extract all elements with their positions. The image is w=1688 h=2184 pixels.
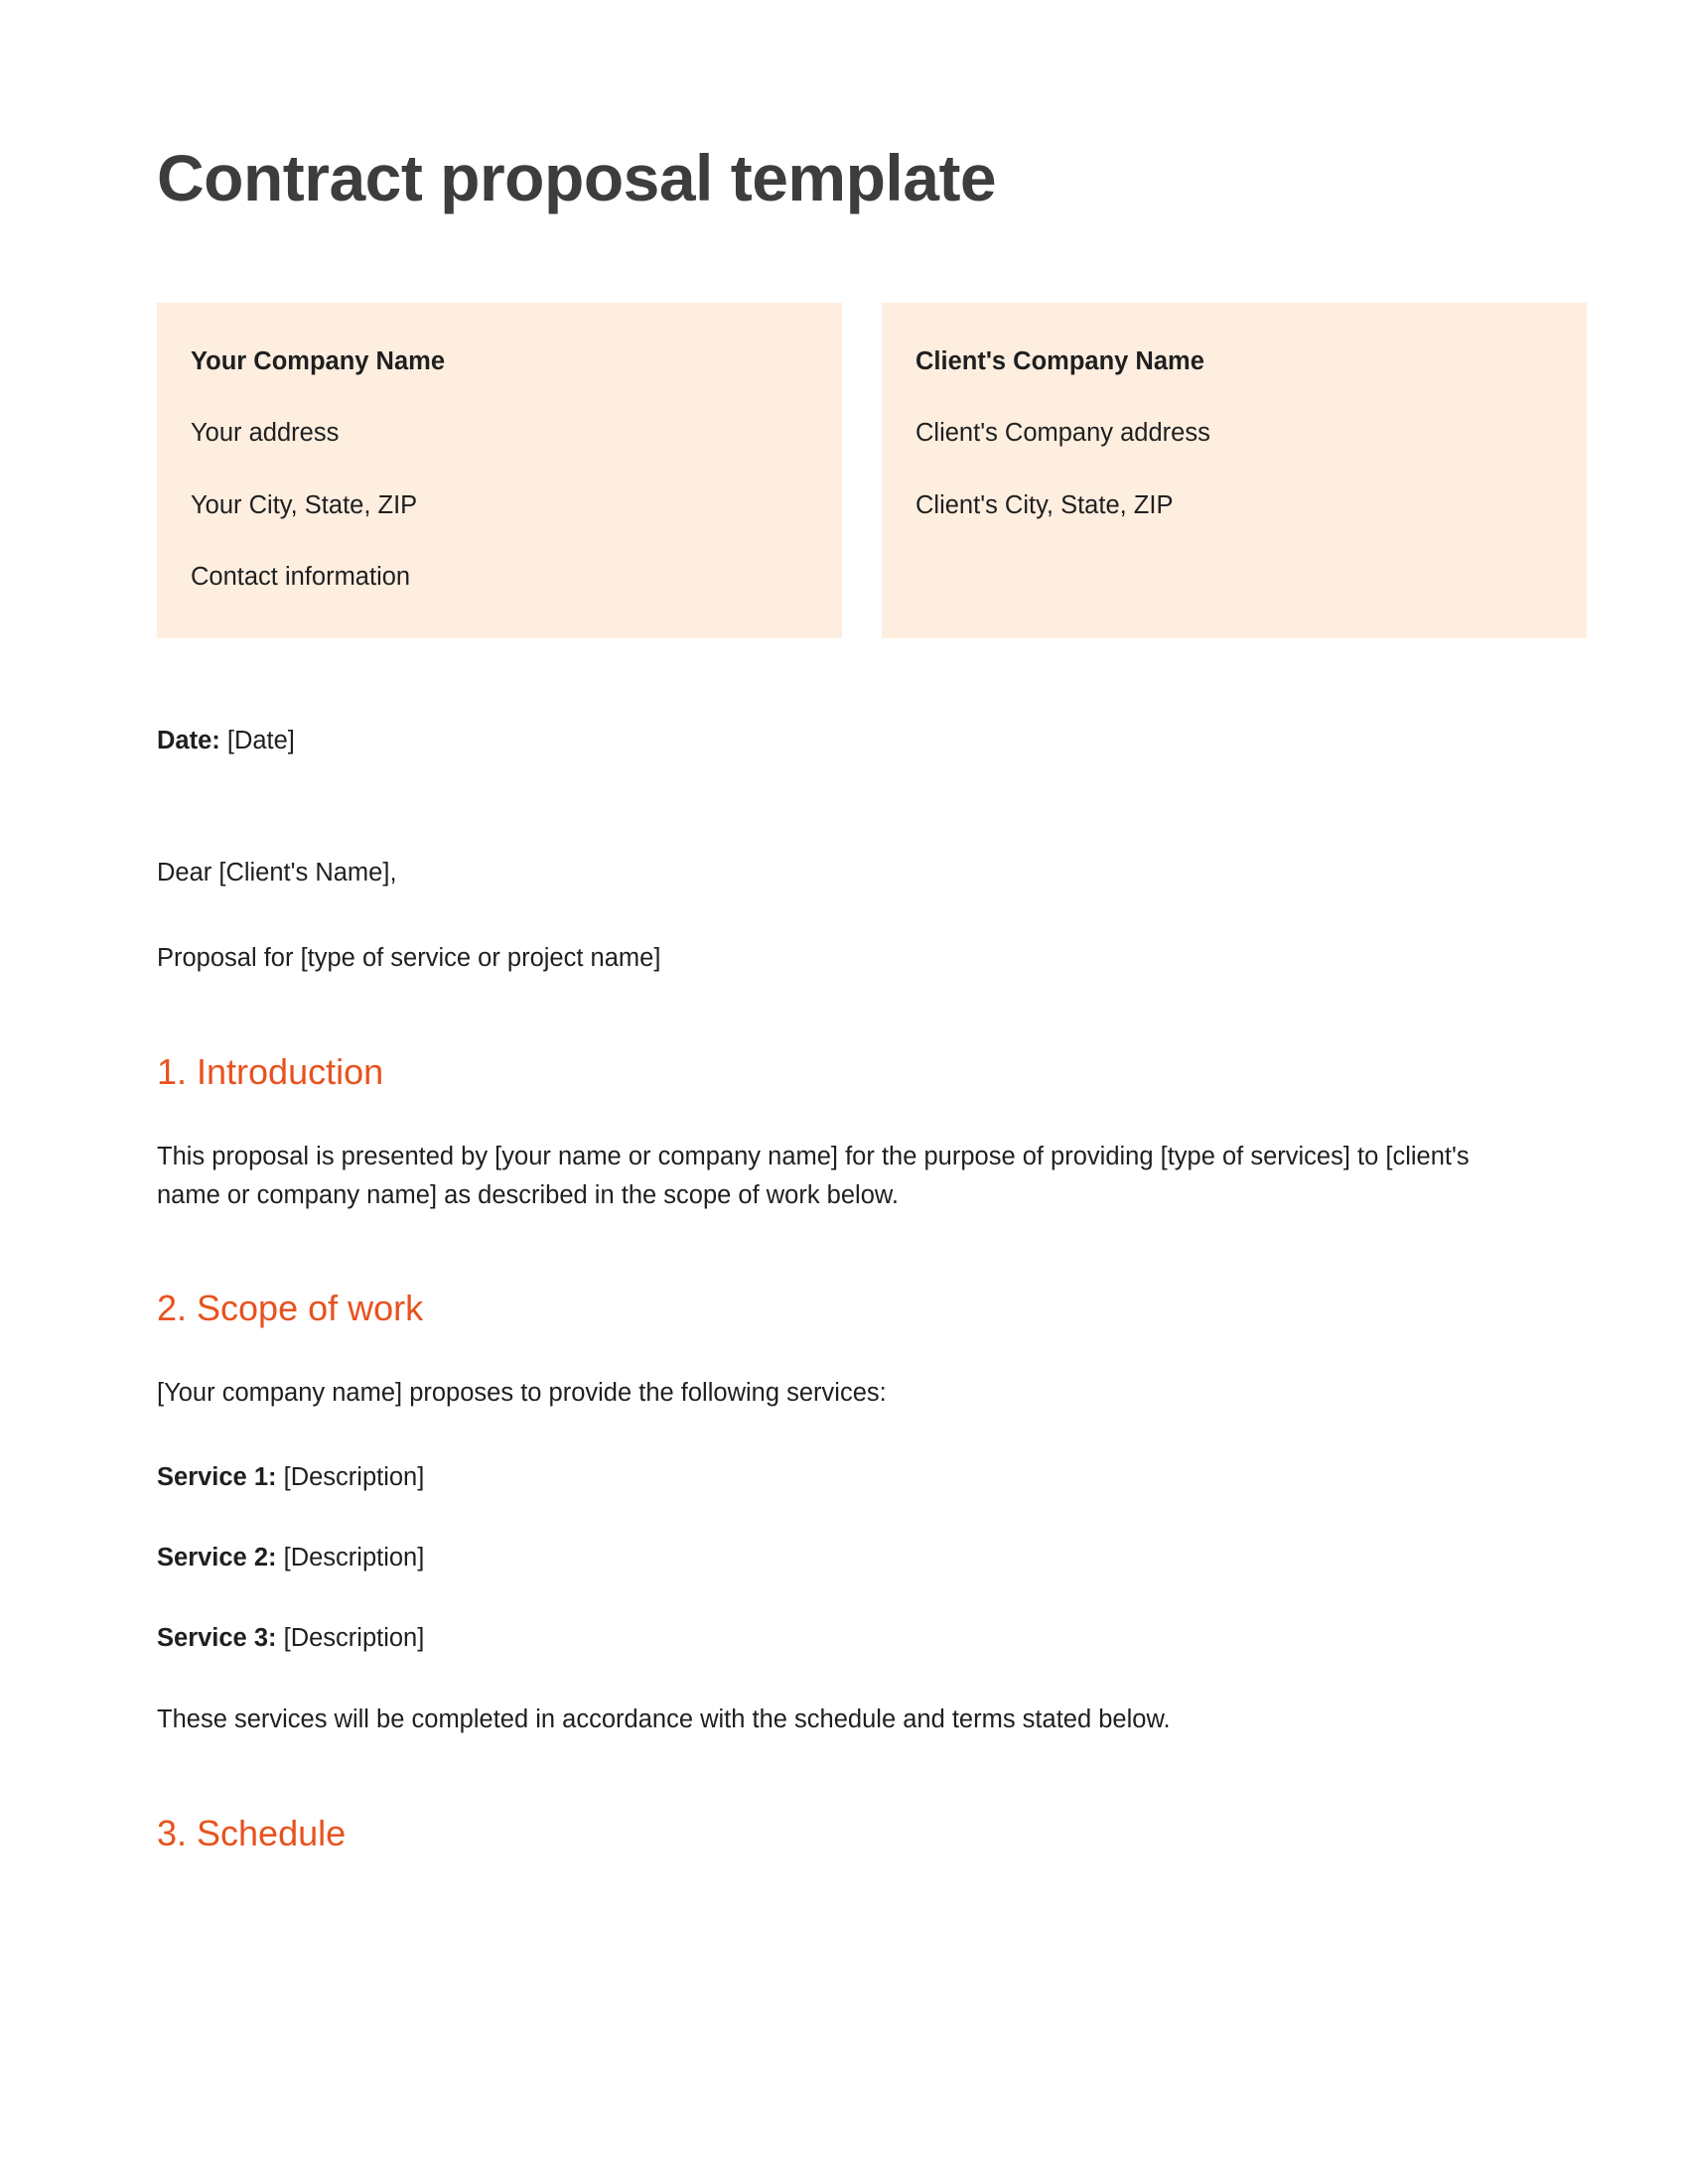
salutation: Dear [Client's Name], — [157, 859, 397, 887]
service-3-label: Service 3: — [157, 1623, 277, 1652]
section-introduction — [157, 978, 1537, 1215]
service-item — [157, 1620, 1537, 1657]
service-1-label: Service 1: — [157, 1463, 277, 1492]
sender-city-state-zip: Your City, State, ZIP — [191, 490, 418, 519]
sender-company-name: Your Company Name — [191, 346, 445, 375]
date-label: Date: — [157, 726, 220, 754]
service-2-description: [Description] — [283, 1544, 425, 1571]
client-city-state-zip: Client's City, State, ZIP — [915, 490, 1174, 519]
section-introduction-heading: 1. Introduction — [157, 1050, 384, 1092]
service-item — [157, 1459, 1537, 1496]
section-scope-of-work-heading: 2. Scope of work — [157, 1288, 424, 1329]
date-line — [157, 638, 1537, 759]
party-boxes — [157, 303, 1537, 638]
service-3-description: [Description] — [283, 1623, 425, 1652]
sender-contact-information: Contact information — [191, 563, 411, 592]
section-schedule-heading: 3. Schedule — [157, 1812, 347, 1853]
section-schedule — [157, 1739, 1537, 1855]
client-address: Client's Company address — [915, 419, 1210, 448]
sender-address: Your address — [191, 419, 340, 448]
section-introduction-paragraph: This proposal is presented by [your name or company name] for the purpose of providing [type of services] to [client's name or company name] as described in the scope of work below. — [157, 1142, 1470, 1209]
scope-intro-text: [Your company name] proposes to provide the following services: — [157, 1379, 887, 1408]
section-scope-of-work — [157, 1214, 1537, 1738]
subject-line: Proposal for [type of service or project name] — [157, 944, 661, 973]
service-item — [157, 1540, 1537, 1576]
client-company-box — [882, 303, 1587, 638]
salutation-block — [157, 758, 1537, 978]
page-title: Contract proposal template — [157, 141, 997, 214]
scope-closing-text: These services will be completed in accordance with the schedule and terms stated below. — [157, 1705, 1171, 1733]
document-content — [157, 0, 1537, 1899]
service-2-label: Service 2: — [157, 1544, 277, 1571]
sender-company-box — [157, 303, 842, 638]
service-1-description: [Description] — [283, 1463, 425, 1492]
client-company-name: Client's Company Name — [915, 346, 1204, 375]
date-value: [Date] — [226, 726, 295, 754]
